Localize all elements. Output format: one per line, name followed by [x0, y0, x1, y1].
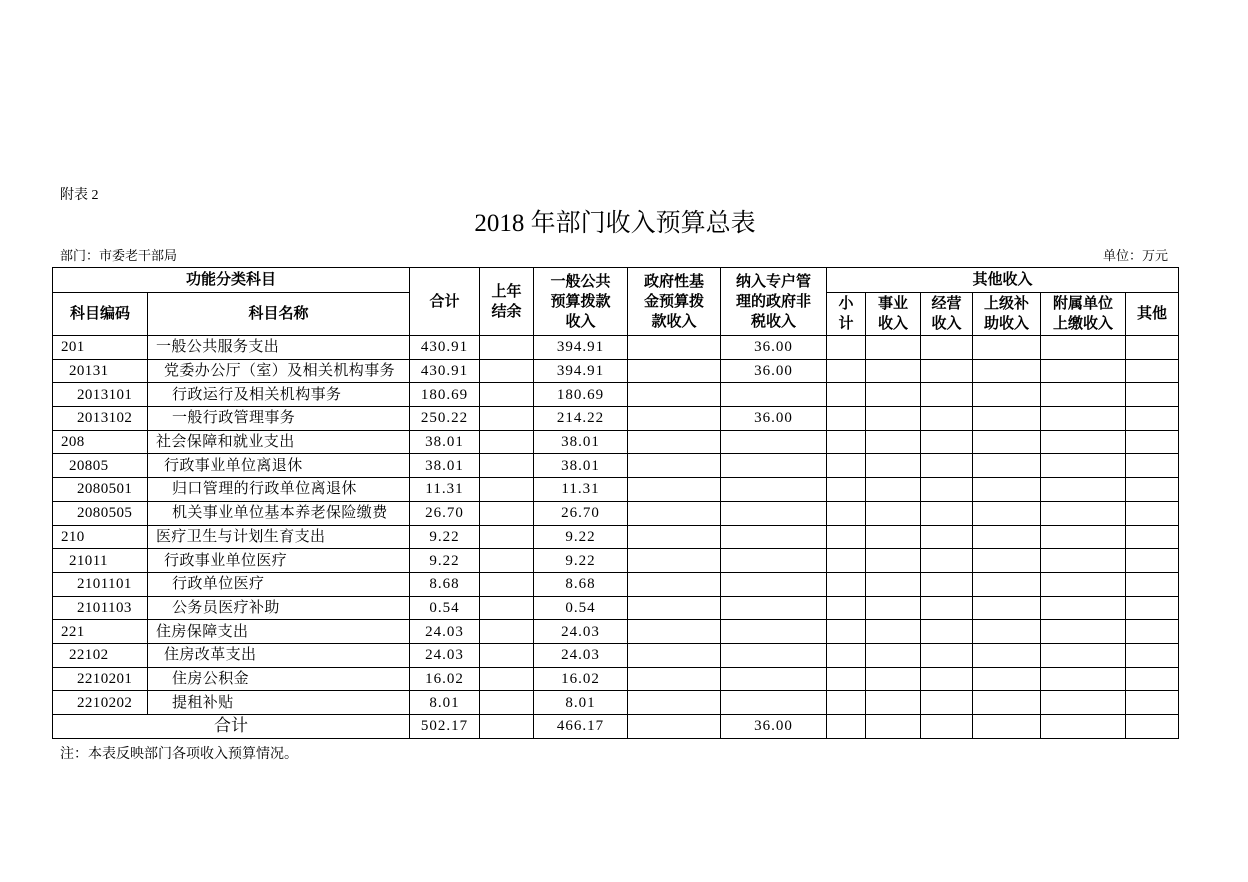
table-row — [53, 383, 1179, 407]
cell-total: 24.03 — [410, 643, 480, 667]
header-other-operating-label: 经营收入 — [931, 296, 962, 332]
total-cell-gov-fund-budget — [628, 715, 721, 739]
cell-gov-fund-budget — [628, 478, 721, 502]
cell-other-affiliated — [1041, 667, 1126, 691]
cell-code: 2080505 — [53, 501, 148, 525]
total-cell-total: 502.17 — [410, 715, 480, 739]
cell-name: 行政事业单位离退休 — [148, 454, 410, 478]
table-row — [53, 667, 1179, 691]
cell-name: 一般行政管理事务 — [148, 407, 410, 431]
cell-total: 9.22 — [410, 549, 480, 573]
cell-other-operating — [921, 691, 973, 715]
cell-other-operating — [921, 359, 973, 383]
cell-gov-fund-budget — [628, 596, 721, 620]
cell-other-operating — [921, 383, 973, 407]
cell-other-superior-subsidy — [973, 596, 1041, 620]
cell-prior-year-balance — [480, 572, 534, 596]
table-note: 注：本表反映部门各项收入预算情况。 — [60, 747, 298, 762]
header-other-affiliated — [1041, 293, 1126, 336]
table-row — [53, 501, 1179, 525]
cell-other-affiliated — [1041, 525, 1126, 549]
cell-name: 医疗卫生与计划生育支出 — [148, 525, 410, 549]
cell-other-business — [866, 336, 921, 360]
cell-gov-fund-budget — [628, 620, 721, 644]
cell-other-superior-subsidy — [973, 667, 1041, 691]
cell-total: 8.01 — [410, 691, 480, 715]
table-row — [53, 643, 1179, 667]
cell-other-operating — [921, 620, 973, 644]
header-general-public-budget-label: 一般公共预算拨款收入 — [550, 273, 611, 330]
cell-gov-fund-budget — [628, 407, 721, 431]
cell-other-misc — [1126, 501, 1179, 525]
cell-general-public-budget: 0.54 — [534, 596, 628, 620]
cell-gov-fund-budget — [628, 430, 721, 454]
table-row — [53, 596, 1179, 620]
cell-name: 归口管理的行政单位离退休 — [148, 478, 410, 502]
cell-other-operating — [921, 596, 973, 620]
cell-general-public-budget: 38.01 — [534, 454, 628, 478]
cell-other-affiliated — [1041, 359, 1126, 383]
cell-other-misc — [1126, 667, 1179, 691]
cell-code: 2013102 — [53, 407, 148, 431]
cell-general-public-budget: 180.69 — [534, 383, 628, 407]
header-other-affiliated-label: 附属单位上缴收入 — [1053, 296, 1114, 332]
cell-other-subtotal — [827, 667, 866, 691]
cell-general-public-budget: 214.22 — [534, 407, 628, 431]
total-cell-other-operating — [921, 715, 973, 739]
cell-general-public-budget: 394.91 — [534, 359, 628, 383]
cell-name: 社会保障和就业支出 — [148, 430, 410, 454]
header-functional-classification: 功能分类科目 — [53, 268, 410, 293]
cell-other-subtotal — [827, 359, 866, 383]
cell-prior-year-balance — [480, 478, 534, 502]
total-cell-other-subtotal — [827, 715, 866, 739]
header-other-superior-subsidy-label: 上级补助收入 — [984, 296, 1030, 332]
header-subject-code: 科目编码 — [53, 293, 148, 336]
cell-name: 行政事业单位医疗 — [148, 549, 410, 573]
table-row — [53, 336, 1179, 360]
header-special-account-nontax — [721, 268, 827, 336]
cell-name: 党委办公厅（室）及相关机构事务 — [148, 359, 410, 383]
cell-special-account-nontax: 36.00 — [721, 359, 827, 383]
cell-other-business — [866, 359, 921, 383]
cell-other-affiliated — [1041, 336, 1126, 360]
cell-other-misc — [1126, 407, 1179, 431]
cell-code: 2101101 — [53, 572, 148, 596]
cell-other-misc — [1126, 478, 1179, 502]
header-other-business — [866, 293, 921, 336]
cell-code: 20805 — [53, 454, 148, 478]
header-total — [410, 268, 480, 336]
cell-other-business — [866, 691, 921, 715]
cell-other-operating — [921, 407, 973, 431]
cell-special-account-nontax — [721, 691, 827, 715]
cell-total: 180.69 — [410, 383, 480, 407]
cell-other-subtotal — [827, 691, 866, 715]
cell-other-subtotal — [827, 478, 866, 502]
cell-name: 行政单位医疗 — [148, 572, 410, 596]
cell-other-subtotal — [827, 336, 866, 360]
cell-general-public-budget: 16.02 — [534, 667, 628, 691]
table-row — [53, 691, 1179, 715]
cell-code: 22102 — [53, 643, 148, 667]
cell-general-public-budget: 8.68 — [534, 572, 628, 596]
cell-other-superior-subsidy — [973, 430, 1041, 454]
cell-other-business — [866, 430, 921, 454]
cell-gov-fund-budget — [628, 691, 721, 715]
cell-other-misc — [1126, 691, 1179, 715]
cell-other-subtotal — [827, 407, 866, 431]
cell-total: 430.91 — [410, 336, 480, 360]
cell-other-misc — [1126, 430, 1179, 454]
cell-general-public-budget: 11.31 — [534, 478, 628, 502]
cell-other-subtotal — [827, 430, 866, 454]
cell-general-public-budget: 9.22 — [534, 525, 628, 549]
header-total-label: 合计 — [429, 293, 460, 310]
cell-prior-year-balance — [480, 620, 534, 644]
cell-other-operating — [921, 643, 973, 667]
table-row — [53, 549, 1179, 573]
cell-general-public-budget: 9.22 — [534, 549, 628, 573]
table-header — [53, 268, 1179, 336]
header-other-business-label: 事业收入 — [878, 296, 909, 332]
header-row-1 — [53, 268, 1179, 293]
cell-total: 0.54 — [410, 596, 480, 620]
cell-other-affiliated — [1041, 572, 1126, 596]
cell-code: 2080501 — [53, 478, 148, 502]
cell-code: 210 — [53, 525, 148, 549]
cell-other-business — [866, 549, 921, 573]
cell-prior-year-balance — [480, 336, 534, 360]
total-cell-general-public-budget: 466.17 — [534, 715, 628, 739]
page-title: 2018 年部门收入预算总表 — [474, 210, 756, 237]
cell-gov-fund-budget — [628, 359, 721, 383]
cell-gov-fund-budget — [628, 572, 721, 596]
cell-special-account-nontax — [721, 572, 827, 596]
header-other-misc: 其他 — [1126, 293, 1179, 336]
cell-special-account-nontax — [721, 667, 827, 691]
cell-other-affiliated — [1041, 383, 1126, 407]
header-prior-year-balance-label: 上年结余 — [491, 283, 522, 320]
cell-other-superior-subsidy — [973, 572, 1041, 596]
cell-other-business — [866, 501, 921, 525]
cell-special-account-nontax — [721, 501, 827, 525]
cell-other-affiliated — [1041, 407, 1126, 431]
header-other-subtotal — [827, 293, 866, 336]
table-row — [53, 359, 1179, 383]
total-cell-other-affiliated — [1041, 715, 1126, 739]
header-other-subtotal-label: 小计 — [838, 296, 854, 332]
cell-name: 行政运行及相关机构事务 — [148, 383, 410, 407]
cell-code: 208 — [53, 430, 148, 454]
table-body — [53, 336, 1179, 739]
cell-other-superior-subsidy — [973, 359, 1041, 383]
cell-other-subtotal — [827, 620, 866, 644]
cell-prior-year-balance — [480, 430, 534, 454]
total-cell-other-misc — [1126, 715, 1179, 739]
cell-other-subtotal — [827, 643, 866, 667]
cell-other-affiliated — [1041, 454, 1126, 478]
table-row — [53, 620, 1179, 644]
cell-other-business — [866, 525, 921, 549]
cell-other-operating — [921, 572, 973, 596]
cell-other-superior-subsidy — [973, 501, 1041, 525]
header-prior-year-balance — [480, 268, 534, 336]
cell-other-operating — [921, 430, 973, 454]
cell-other-misc — [1126, 336, 1179, 360]
cell-other-business — [866, 454, 921, 478]
cell-prior-year-balance — [480, 454, 534, 478]
cell-general-public-budget: 38.01 — [534, 430, 628, 454]
cell-gov-fund-budget — [628, 549, 721, 573]
cell-code: 201 — [53, 336, 148, 360]
cell-total: 24.03 — [410, 620, 480, 644]
cell-other-misc — [1126, 596, 1179, 620]
cell-prior-year-balance — [480, 691, 534, 715]
cell-other-superior-subsidy — [973, 620, 1041, 644]
cell-special-account-nontax — [721, 620, 827, 644]
cell-name: 住房改革支出 — [148, 643, 410, 667]
appendix-label: 附表 2 — [60, 188, 99, 203]
cell-general-public-budget: 26.70 — [534, 501, 628, 525]
cell-gov-fund-budget — [628, 383, 721, 407]
cell-code: 21011 — [53, 549, 148, 573]
total-cell-special-account-nontax: 36.00 — [721, 715, 827, 739]
cell-other-subtotal — [827, 454, 866, 478]
cell-code: 2101103 — [53, 596, 148, 620]
cell-other-superior-subsidy — [973, 478, 1041, 502]
cell-special-account-nontax — [721, 454, 827, 478]
cell-other-business — [866, 383, 921, 407]
total-row-label: 合计 — [53, 715, 410, 739]
cell-special-account-nontax — [721, 596, 827, 620]
cell-other-business — [866, 478, 921, 502]
cell-prior-year-balance — [480, 383, 534, 407]
cell-total: 26.70 — [410, 501, 480, 525]
cell-prior-year-balance — [480, 359, 534, 383]
cell-other-operating — [921, 525, 973, 549]
cell-gov-fund-budget — [628, 336, 721, 360]
cell-other-operating — [921, 478, 973, 502]
cell-other-operating — [921, 549, 973, 573]
cell-general-public-budget: 24.03 — [534, 620, 628, 644]
cell-total: 8.68 — [410, 572, 480, 596]
cell-other-business — [866, 407, 921, 431]
cell-other-affiliated — [1041, 620, 1126, 644]
cell-other-superior-subsidy — [973, 336, 1041, 360]
cell-code: 2013101 — [53, 383, 148, 407]
total-cell-other-business — [866, 715, 921, 739]
cell-prior-year-balance — [480, 549, 534, 573]
cell-name: 住房公积金 — [148, 667, 410, 691]
cell-other-operating — [921, 336, 973, 360]
cell-gov-fund-budget — [628, 525, 721, 549]
unit-label: 单位：万元 — [1102, 248, 1168, 263]
cell-special-account-nontax — [721, 478, 827, 502]
cell-total: 38.01 — [410, 430, 480, 454]
cell-other-affiliated — [1041, 501, 1126, 525]
cell-gov-fund-budget — [628, 643, 721, 667]
cell-other-business — [866, 643, 921, 667]
cell-other-superior-subsidy — [973, 691, 1041, 715]
cell-general-public-budget: 24.03 — [534, 643, 628, 667]
cell-other-operating — [921, 667, 973, 691]
cell-special-account-nontax: 36.00 — [721, 407, 827, 431]
total-cell-other-superior-subsidy — [973, 715, 1041, 739]
table-row — [53, 407, 1179, 431]
cell-other-superior-subsidy — [973, 454, 1041, 478]
cell-code: 20131 — [53, 359, 148, 383]
cell-other-superior-subsidy — [973, 407, 1041, 431]
cell-other-business — [866, 572, 921, 596]
table-total-row — [53, 715, 1179, 739]
cell-other-business — [866, 667, 921, 691]
header-special-account-nontax-label: 纳入专户管理的政府非税收入 — [736, 273, 812, 330]
cell-other-subtotal — [827, 525, 866, 549]
cell-other-affiliated — [1041, 478, 1126, 502]
cell-other-operating — [921, 501, 973, 525]
cell-special-account-nontax — [721, 525, 827, 549]
cell-other-misc — [1126, 620, 1179, 644]
department-label: 部门：市委老干部局 — [60, 248, 178, 263]
cell-prior-year-balance — [480, 596, 534, 620]
cell-prior-year-balance — [480, 501, 534, 525]
cell-gov-fund-budget — [628, 501, 721, 525]
table-row — [53, 572, 1179, 596]
cell-other-affiliated — [1041, 596, 1126, 620]
cell-other-business — [866, 620, 921, 644]
cell-other-subtotal — [827, 549, 866, 573]
header-general-public-budget — [534, 268, 628, 336]
cell-total: 11.31 — [410, 478, 480, 502]
table-row — [53, 525, 1179, 549]
cell-other-superior-subsidy — [973, 549, 1041, 573]
total-cell-prior-year-balance — [480, 715, 534, 739]
cell-gov-fund-budget — [628, 667, 721, 691]
cell-name: 公务员医疗补助 — [148, 596, 410, 620]
cell-other-affiliated — [1041, 549, 1126, 573]
cell-other-subtotal — [827, 383, 866, 407]
header-other-superior-subsidy — [973, 293, 1041, 336]
cell-name: 住房保障支出 — [148, 620, 410, 644]
cell-prior-year-balance — [480, 407, 534, 431]
cell-other-subtotal — [827, 501, 866, 525]
cell-prior-year-balance — [480, 643, 534, 667]
table-row — [53, 478, 1179, 502]
cell-special-account-nontax — [721, 383, 827, 407]
cell-name: 机关事业单位基本养老保险缴费 — [148, 501, 410, 525]
cell-prior-year-balance — [480, 667, 534, 691]
cell-other-superior-subsidy — [973, 383, 1041, 407]
cell-total: 250.22 — [410, 407, 480, 431]
cell-other-subtotal — [827, 596, 866, 620]
cell-other-business — [866, 596, 921, 620]
cell-other-superior-subsidy — [973, 525, 1041, 549]
cell-other-affiliated — [1041, 643, 1126, 667]
cell-gov-fund-budget — [628, 454, 721, 478]
table-row — [53, 430, 1179, 454]
cell-other-misc — [1126, 549, 1179, 573]
cell-special-account-nontax — [721, 643, 827, 667]
header-subject-name: 科目名称 — [148, 293, 410, 336]
cell-special-account-nontax — [721, 430, 827, 454]
cell-other-misc — [1126, 572, 1179, 596]
cell-other-misc — [1126, 383, 1179, 407]
cell-other-operating — [921, 454, 973, 478]
header-gov-fund-budget-label: 政府性基金预算拨款收入 — [644, 273, 705, 330]
cell-other-misc — [1126, 643, 1179, 667]
cell-name: 一般公共服务支出 — [148, 336, 410, 360]
cell-total: 38.01 — [410, 454, 480, 478]
cell-total: 16.02 — [410, 667, 480, 691]
header-other-income: 其他收入 — [827, 268, 1179, 293]
cell-general-public-budget: 394.91 — [534, 336, 628, 360]
cell-other-misc — [1126, 359, 1179, 383]
table-row — [53, 454, 1179, 478]
cell-other-subtotal — [827, 572, 866, 596]
cell-other-misc — [1126, 525, 1179, 549]
header-other-operating — [921, 293, 973, 336]
cell-other-affiliated — [1041, 430, 1126, 454]
cell-other-affiliated — [1041, 691, 1126, 715]
cell-total: 430.91 — [410, 359, 480, 383]
cell-total: 9.22 — [410, 525, 480, 549]
cell-special-account-nontax: 36.00 — [721, 336, 827, 360]
cell-special-account-nontax — [721, 549, 827, 573]
cell-prior-year-balance — [480, 525, 534, 549]
cell-code: 221 — [53, 620, 148, 644]
header-gov-fund-budget — [628, 268, 721, 336]
cell-other-misc — [1126, 454, 1179, 478]
cell-code: 2210201 — [53, 667, 148, 691]
cell-code: 2210202 — [53, 691, 148, 715]
cell-other-superior-subsidy — [973, 643, 1041, 667]
cell-name: 提租补贴 — [148, 691, 410, 715]
cell-general-public-budget: 8.01 — [534, 691, 628, 715]
income-budget-table — [52, 267, 1179, 739]
